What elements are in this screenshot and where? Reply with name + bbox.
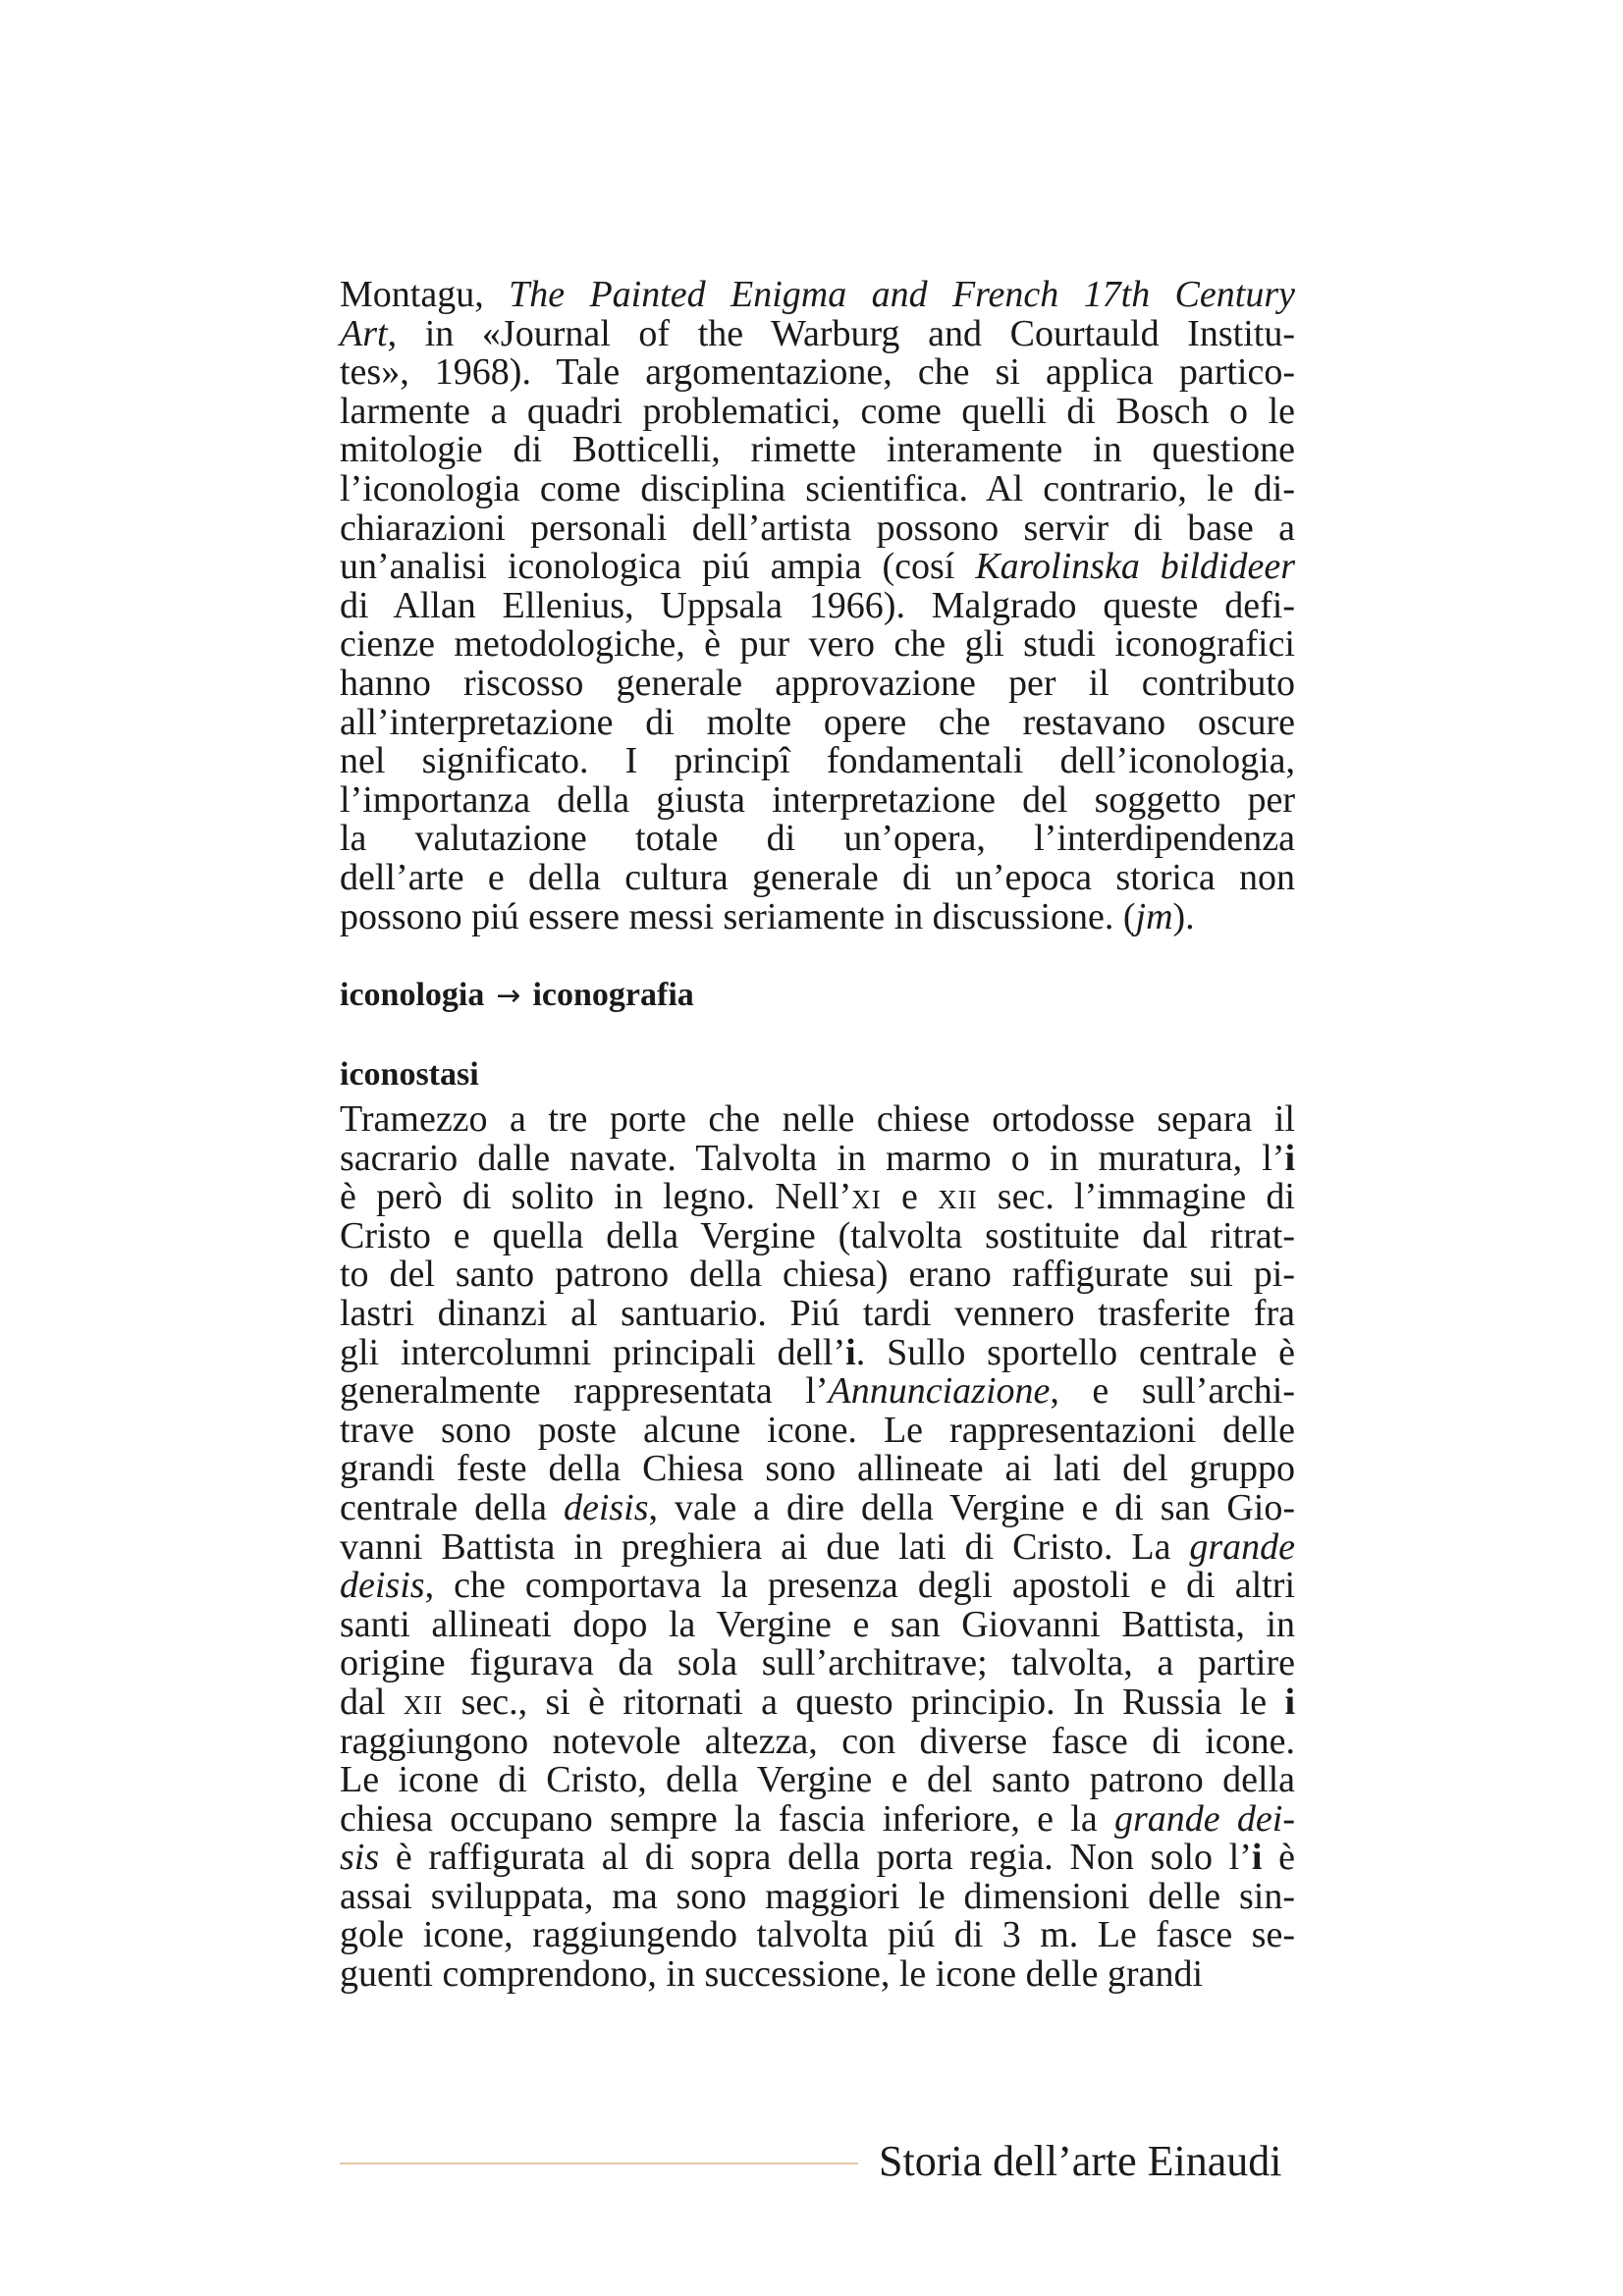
text-line [340,1567,1295,1606]
text-line [340,895,1295,937]
headword-abbreviation: i [1251,1837,1263,1879]
text-line [340,1450,1295,1489]
text-run: l’iconologia come disciplina scientifica. Al contrario, le di- [340,467,1295,509]
text-line [340,1839,1295,1878]
italic-text: sis [340,1837,380,1879]
text-run: , vale a dire della Vergine e di san Gio- [648,1486,1295,1528]
text-run: , che comportava la presenza degli apostoli e di altri [424,1565,1295,1607]
text-line [340,1525,1295,1568]
text-run: , e sull’archi- [1050,1370,1295,1413]
italic-text: grande [1189,1525,1295,1568]
text-line [340,1603,1295,1645]
text-line [340,509,1295,549]
italic-text: jm [1135,895,1173,937]
cross-reference [340,976,694,1016]
italic-text: deisis [563,1486,649,1528]
text-line [340,701,1295,743]
footer-divider [340,2163,858,2164]
text-line [340,548,1295,587]
cross-reference-target[interactable]: iconografia [532,977,694,1013]
text-line [340,1331,1295,1373]
text-line [340,1916,1295,1955]
text-line [340,1761,1295,1800]
text-line [340,1178,1295,1217]
text-run: sec. l’immagine di [977,1176,1295,1218]
italic-text: Art [340,312,388,354]
text-run: raggiungono notevole altezza, con diverse fasce di icone. [340,1720,1295,1762]
text-run: lastri dinanzi al santuario. Piú tardi vennero trasferite fra [340,1292,1295,1334]
italic-text: Karolinska bildideer [975,546,1296,588]
text-run: ). [1172,895,1195,937]
text-run: la valutazione totale di un’opera, l’interdipendenza [340,818,1295,860]
text-run: è raffigurata al di sopra della porta regia. Non solo l’ [379,1837,1252,1879]
text-line [340,1875,1295,1917]
text-run: guenti comprendono, in successione, le icone delle grandi [340,1953,1204,1996]
text-run: origine figurava da sola sull’architrave; talvolta, a partire [340,1642,1295,1684]
text-run: gli intercolumni principali dell’ [340,1331,846,1373]
cross-reference-term: iconologia [340,977,485,1013]
text-run: possono piú essere messi seriamente in discussione. ( [340,895,1136,937]
text-run: to del santo patrono della chiesa) erano raffigurate sui pi- [340,1254,1295,1296]
text-line [340,1100,1295,1140]
arrow-right-icon: → [496,979,521,1013]
text-line [340,856,1295,898]
text-run: un’analisi iconologica piú ampia (cosí [340,546,976,588]
text-line [340,1486,1295,1528]
text-line [340,625,1295,665]
text-line [340,1644,1295,1683]
text-run: sacrario dalle navate. Talvolta in marmo o in muratura, l’ [340,1137,1285,1179]
text-run: larmente a quadri problematici, come quelli di Bosch o le [340,390,1295,432]
text-run: chiesa occupano sempre la fascia inferiore, e la [340,1797,1114,1840]
entry-headword: iconostasi [340,1056,479,1093]
text-run: mitologie di Botticelli, rimette interamente in questione [340,429,1295,471]
text-line [340,1255,1295,1295]
text-run: all’interpretazione di molte opere che restavano oscure [340,701,1295,743]
text-run: cienze metodologiche, è pur vero che gli studi iconografici [340,623,1295,666]
text-line [340,467,1295,509]
text-run: Le icone di Cristo, della Vergine e del santo patrono della [340,1759,1295,1801]
paragraph-continuation [340,276,1295,936]
text-run: è però di solito in legno. Nell’ [340,1176,852,1218]
text-line [340,276,1295,315]
text-run: hanno riscosso generale approvazione per il contributo [340,662,1295,704]
text-line [340,1409,1295,1451]
text-line [340,312,1295,354]
headword-abbreviation: i [1284,1681,1295,1723]
text-line [340,390,1295,432]
century-numeral: xii [938,1176,978,1218]
text-run: tes», 1968). Tale argomentazione, che si applica partico- [340,351,1295,394]
footer-title: Storia dell’arte Einaudi [879,2137,1282,2185]
text-run: Tramezzo a tre porte che nelle chiese ortodosse separa il [340,1098,1295,1140]
text-run: dell’arte e della cultura generale di un’epoca storica non [340,856,1295,898]
text-run: l’importanza della giusta interpretazione del soggetto per [340,778,1295,821]
italic-text: Annunciazione [828,1370,1051,1413]
text-run: Montagu, [340,274,510,315]
text-line [340,662,1295,704]
italic-text: grande dei- [1114,1797,1295,1840]
text-line [340,820,1295,859]
text-line [340,353,1295,393]
text-run: santi allineati dopo la Vergine e san Giovanni Battista, in [340,1603,1295,1645]
text-line [340,1372,1295,1412]
text-run: Cristo e quella della Vergine (talvolta sostituite dal ritrat- [340,1214,1295,1256]
text-line [340,584,1295,626]
text-run: grandi feste della Chiesa sono allineate ai lati del gruppo [340,1448,1295,1490]
headword-abbreviation: i [1284,1137,1295,1179]
text-run: e [881,1176,939,1218]
text-run: è [1262,1837,1295,1879]
text-run: . Sullo sportello centrale è [855,1331,1295,1373]
text-line [340,1214,1295,1256]
text-run: sec., si è ritornati a questo principio. In Russia le [443,1681,1285,1723]
text-line [340,1292,1295,1334]
text-line [340,778,1295,821]
text-line [340,742,1295,781]
century-numeral: xi [851,1176,882,1218]
italic-text: deisis [340,1565,425,1607]
text-run: di Allan Ellenius, Uppsala 1966). Malgrado queste defi- [340,584,1295,626]
text-line [340,1137,1295,1179]
text-run: vanni Battista in preghiera ai due lati di Cristo. La [340,1525,1190,1568]
text-line [340,1797,1295,1840]
text-run: gole icone, raggiungendo talvolta piú di 3 m. Le fasce se- [340,1914,1295,1956]
text-line [340,431,1295,470]
text-line [340,1955,1295,1995]
text-run: chiarazioni personali dell’artista possono servir di base a [340,507,1295,549]
text-run: trave sono poste alcune icone. Le rappresentazioni delle [340,1409,1295,1451]
text-line [340,1720,1295,1762]
text-run: , in «Journal of the Warburg and Courtauld Institu- [387,312,1295,354]
entry-body [340,1100,1295,1995]
century-numeral: xii [403,1681,444,1723]
italic-text: The Painted Enigma and French 17th Century [509,274,1295,315]
text-line [340,1683,1295,1723]
text-run: generalmente rappresentata l’ [340,1370,829,1413]
text-run: dal [340,1681,404,1723]
text-run: centrale della [340,1486,564,1528]
text-run: nel significato. I principî fondamentali dell’iconologia, [340,740,1295,782]
text-run: assai sviluppata, ma sono maggiori le dimensioni delle sin- [340,1875,1295,1917]
headword-abbreviation: i [845,1331,856,1373]
